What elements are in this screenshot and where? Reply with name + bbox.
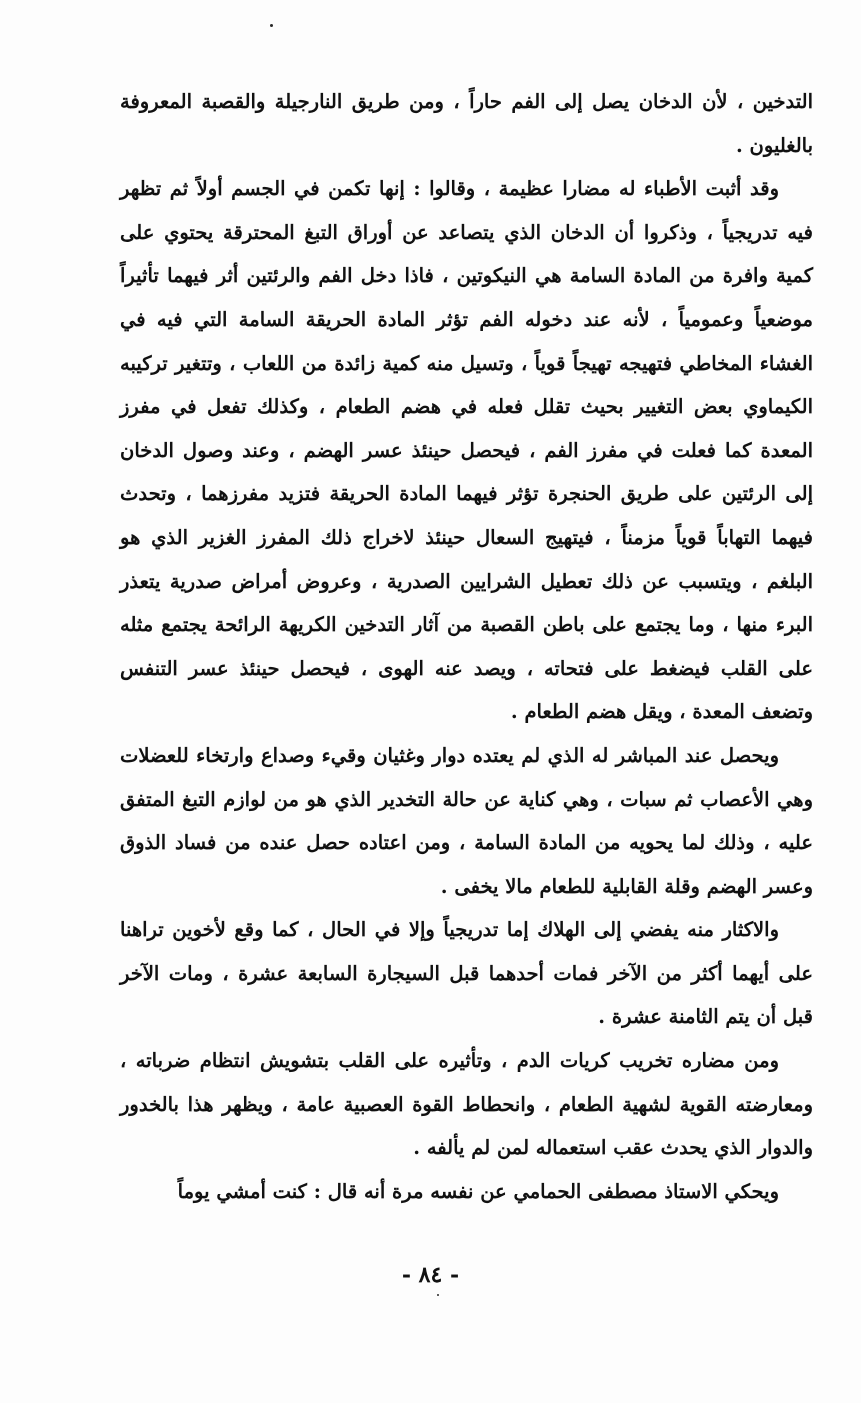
paragraph: ويحكي الاستاذ مصطفى الحمامي عن نفسه مرة أنه قال : كنت أمشي يوماً: [177, 1179, 779, 1203]
page-number: - ٨٤ -: [401, 1262, 460, 1288]
body-text: [120, 80, 813, 1213]
scan-speck: [437, 1294, 439, 1296]
paragraph: ويحصل عند المباشر له الذي لم يعتده دوار وغثيان وقيء وصداع وارتخاء للعضلات وهي الأعصاب ثم سبات ، وهي كناية عن حالة التخدير الذي هو من لوازم التبغ المتفق عليه ، وذلك لما يحويه من المادة السامة ، ومن اعتاده حصل عنده من فساد الذوق وعسر الهضم وقلة القابلية للطعام مالا يخفى .: [120, 743, 813, 898]
scan-speck: [270, 24, 273, 27]
paragraph: والاكثار منه يفضي إلى الهلاك إما تدريجياً وإلا في الحال ، كما وقع لأخوين تراهنا على أيهما أكثر من الآخر فمات أحدهما قبل السيجارة السابعة عشرة ، ومات الآخر قبل أن يتم الثامنة عشرة .: [120, 918, 813, 1029]
paragraph: وقد أثبت الأطباء له مضارا عظيمة ، وقالوا : إنها تكمن في الجسم أولاً ثم تظهر فيه تدريجياً ، وذكروا أن الدخان الذي يتصاعد عن أوراق التبغ المحترقة يحتوي على كمية وافرة من المادة السامة هي النيكوتين ، فاذا دخل الفم والرئتين أثر فيهما تأثيراً موضعياً وعمومياً ، لأنه عند دخوله الفم تؤثر المادة الحريقة السامة التي فيه في الغشاء المخاطي فتهيجه تهيجاً قوياً ، وتسيل منه كمية زائدة من اللعاب ، وتتغير تركيبه الكيماوي بعض التغيير بحيث تقلل فعله في هضم الطعام ، وكذلك تفعل في مفرز المعدة كما فعلت في مفرز الفم ، فيحصل حينئذ عسر الهضم ، وعند وصول الدخان إلى الرئتين على طريق الحنجرة تؤثر فيهما المادة الحريقة فتزيد مفرزهما ، وتحدث فيهما التهاباً قوياً مزمناً ، فيتهيج السعال حينئذ لاخراج ذلك المفرز الغزير الذي هو البلغم ، ويتسبب عن ذلك تعطيل الشرايين الصدرية ، وعروض أمراض صدرية يتعذر البرء منها ، وما يجتمع على باطن القصبة من آثار التدخين الكريهة الرائحة يجتمع مثله على القلب فيضغط على فتحاته ، ويصد عنه الهوى ، فيحصل حينئذ عسر التنفس وتضعف المعدة ، ويقل هضم الطعام .: [120, 177, 813, 724]
paragraph: التدخين ، لأن الدخان يصل إلى الفم حاراً ، ومن طريق النارجيلة والقصبة المعروفة بالغليون .: [120, 90, 813, 157]
paragraph: ومن مضاره تخريب كريات الدم ، وتأثيره على القلب بتشويش انتظام ضرباته ، ومعارضته القوية لشهية الطعام ، وانحطاط القوة العصبية عامة ، ويظهر هذا بالخدور والدوار الذي يحدث عقب استعماله لمن لم يألفه .: [120, 1049, 813, 1160]
